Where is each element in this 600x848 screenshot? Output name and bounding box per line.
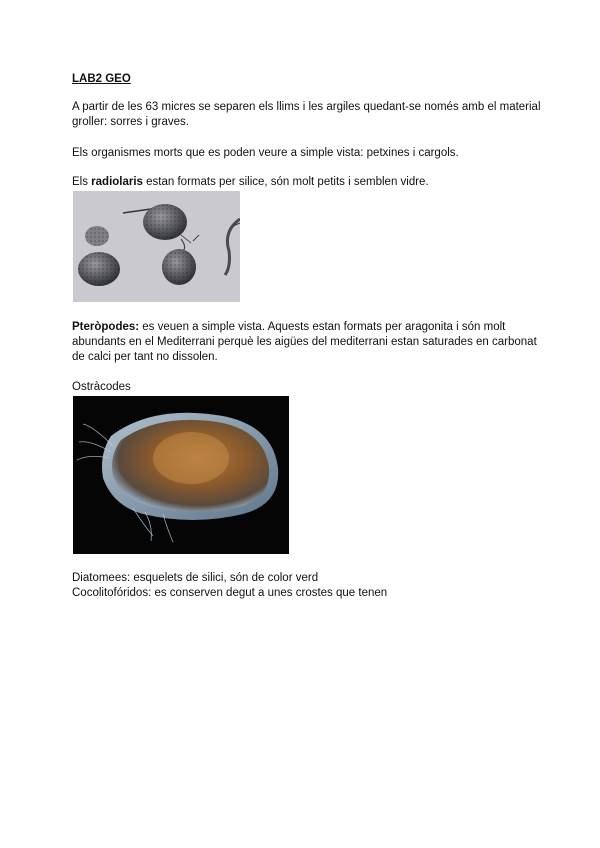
radiolaria-prefix: Els xyxy=(72,176,92,188)
paragraph-visible-organisms: Els organismes morts que es poden veure a simple vista: petxines i cargols. xyxy=(72,147,459,159)
paragraph-radiolaria xyxy=(72,175,542,190)
radiolaria-photo xyxy=(73,191,240,302)
paragraph-coccolithophores: Cocolitofóridos: es conserven degut a unes crostes que tenen xyxy=(72,587,388,599)
ostracod-photo xyxy=(73,396,289,554)
document-title: LAB2 GEO xyxy=(72,73,131,85)
pteropods-term: Pteròpodes: xyxy=(72,321,140,333)
ostracod-shell xyxy=(102,413,278,520)
radiolaria-description: estan formats per silice, són molt petits i semblen vidre. xyxy=(142,176,429,188)
paragraph-sieving: A partir de les 63 micres se separen els llims i les argiles quedant-se només amb el material groller: sorres i graves. xyxy=(72,101,541,128)
pteropods-description: es veuen a simple vista. Aquests estan formats per aragonita i són molt abundants en el Mediterrani perquè les aigües del mediterrani estan saturades en carbonat de calci per tant no dissolen. xyxy=(72,321,537,363)
paragraph-ostracods-heading: Ostràcodes xyxy=(72,381,131,393)
paragraph-pteropods xyxy=(72,320,542,365)
radiolaria-term: radiolaris xyxy=(91,176,143,188)
paragraph-diatoms: Diatomees: esquelets de silici, són de color verd xyxy=(72,572,319,584)
